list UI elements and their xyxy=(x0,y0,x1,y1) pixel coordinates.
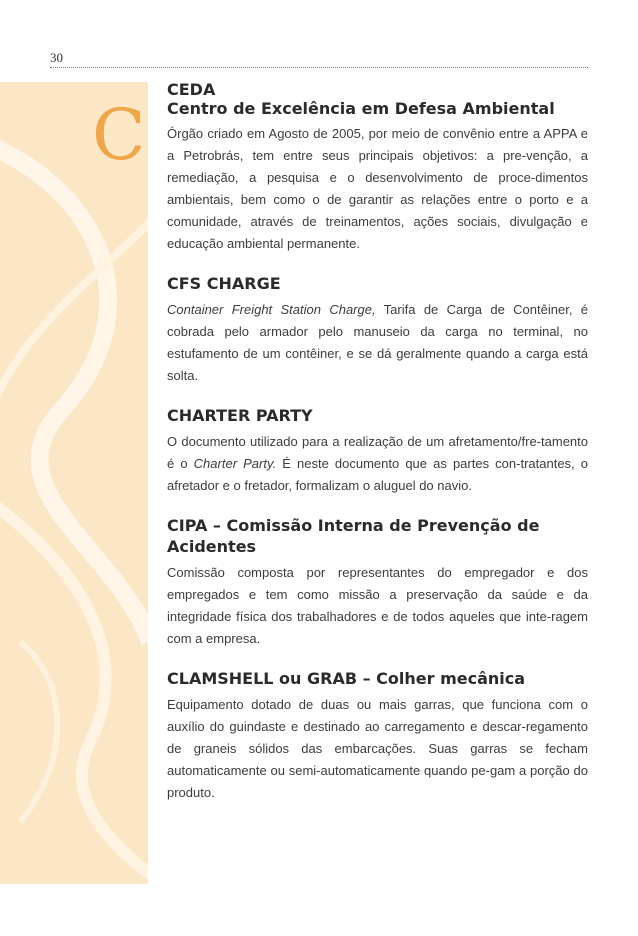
glossary-entry-cfs-charge xyxy=(167,273,588,387)
decorative-side-panel xyxy=(0,82,148,884)
page-number: 30 xyxy=(50,50,63,65)
term-definition: Equipamento dotado de duas ou mais garras, que funciona com o auxílio do guindaste e destinado ao carregamento e descar-regamento de graneis sólidos das embarcações. Suas garras se fecham automaticamente ou semi-automaticamente quando pe-gam a porção do produto. xyxy=(167,697,588,800)
term-title: CFS CHARGE xyxy=(167,274,281,293)
term-subtitle: Centro de Excelência em Defesa Ambiental xyxy=(167,99,555,118)
header-rule xyxy=(50,67,588,68)
term-definition: Comissão composta por representantes do empregador e dos empregados e tem como missão a preservação da saúde e da integridade física dos trabalhadores e de todos aqueles que inte-ragem com a empresa. xyxy=(167,565,588,646)
section-letter: C xyxy=(92,94,146,176)
term-definition-italic: Charter Party. xyxy=(193,456,277,471)
term-title: CHARTER PARTY xyxy=(167,406,313,425)
glossary-content xyxy=(167,80,588,822)
term-definition: Órgão criado em Agosto de 2005, por meio de convênio entre a APPA e a Petrobrás, tem entre seus principais objetivos: a pre-venção, a remediação, a pesquisa e o desenvolvimento de proce-dimentos ambientais, bem como o de garantir as relações entre o porto e a comunidade, através de treinamentos, ações sociais, divulgação e educação ambiental permanente. xyxy=(167,126,588,251)
term-definition-text: O documento utilizado para a realização de um afretamento/fre-tamento é o xyxy=(167,434,588,471)
term-definition-text: Tarifa de Carga de Contêiner, é cobrada pelo armador pelo manuseio da carga no terminal, no estufamento de um contêiner, e se dá geralmente quando a carga está solta. xyxy=(167,302,588,383)
glossary-entry-ceda xyxy=(167,80,588,255)
glossary-entry-charter-party xyxy=(167,405,588,497)
term-title: CLAMSHELL ou GRAB – Colher mecânica xyxy=(167,669,526,688)
decorative-swirl xyxy=(0,82,148,884)
term-title: CIPA – Comissão Interna de Prevenção de Acidentes xyxy=(167,516,540,556)
term-title: CEDA xyxy=(167,80,216,99)
term-definition xyxy=(167,431,588,497)
term-definition-italic: Container Freight Station Charge, xyxy=(167,302,376,317)
term-definition-text: É neste documento que as partes con-tratantes, o afretador e o fretador, formalizam o aluguel do navio. xyxy=(167,456,588,493)
term-definition xyxy=(167,299,588,387)
glossary-entry-cipa xyxy=(167,515,588,650)
glossary-entry-clamshell xyxy=(167,668,588,804)
